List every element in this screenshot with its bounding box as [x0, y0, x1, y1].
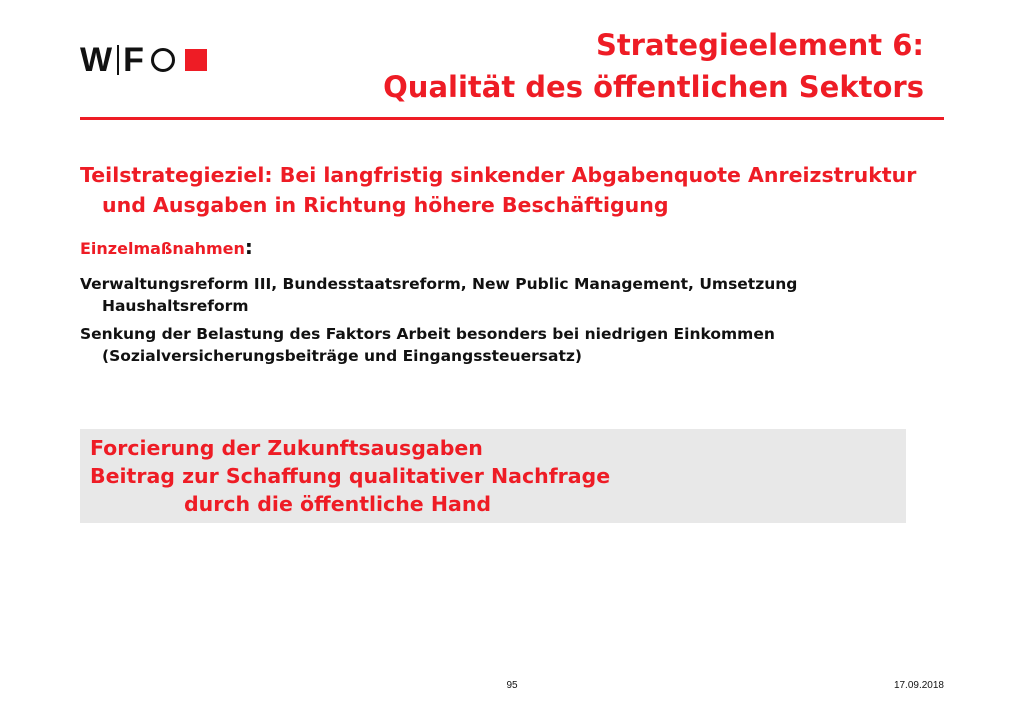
- measures-heading-label: Einzelmaßnahmen: [80, 239, 245, 258]
- highlight-line-3: durch die öffentliche Hand: [184, 492, 492, 516]
- slide-title-line-2: Qualität des öffentlichen Sektors: [383, 70, 924, 104]
- measures-list: [80, 273, 930, 373]
- logo-letter-w: W: [80, 40, 114, 79]
- logo-red-square-icon: [185, 49, 207, 71]
- page-number: 95: [506, 680, 518, 691]
- measures-heading: [80, 234, 253, 262]
- highlight-line-2: Beitrag zur Schaffung qualitativer Nachfrage: [90, 464, 611, 488]
- measure-item: Senkung der Belastung des Faktors Arbeit besonders bei niedrigen Einkommen (Sozialversicherungsbeiträge und Eingangssteuersatz): [80, 325, 775, 365]
- logo-circle-icon: [151, 48, 175, 72]
- measures-heading-colon: :: [244, 235, 253, 259]
- slide-title: [383, 24, 924, 108]
- highlight-box: [80, 429, 906, 523]
- title-divider: [80, 117, 944, 120]
- footer-date: 17.09.2018: [893, 680, 944, 691]
- measure-item: Verwaltungsreform III, Bundesstaatsreform, New Public Management, Umsetzung Haushaltsreform: [80, 275, 798, 315]
- sub-strategy-goal: Teilstrategieziel: Bei langfristig sinkender Abgabenquote Anreizstruktur und Ausgaben in Richtung höhere Beschäftigung: [80, 163, 917, 217]
- highlight-line-1: Forcierung der Zukunftsausgaben: [90, 436, 483, 460]
- slide-title-line-1: Strategieelement 6:: [595, 28, 924, 62]
- wifo-logo: [80, 42, 207, 78]
- logo-divider-bar: [117, 45, 119, 75]
- logo-letter-f: F: [123, 40, 145, 79]
